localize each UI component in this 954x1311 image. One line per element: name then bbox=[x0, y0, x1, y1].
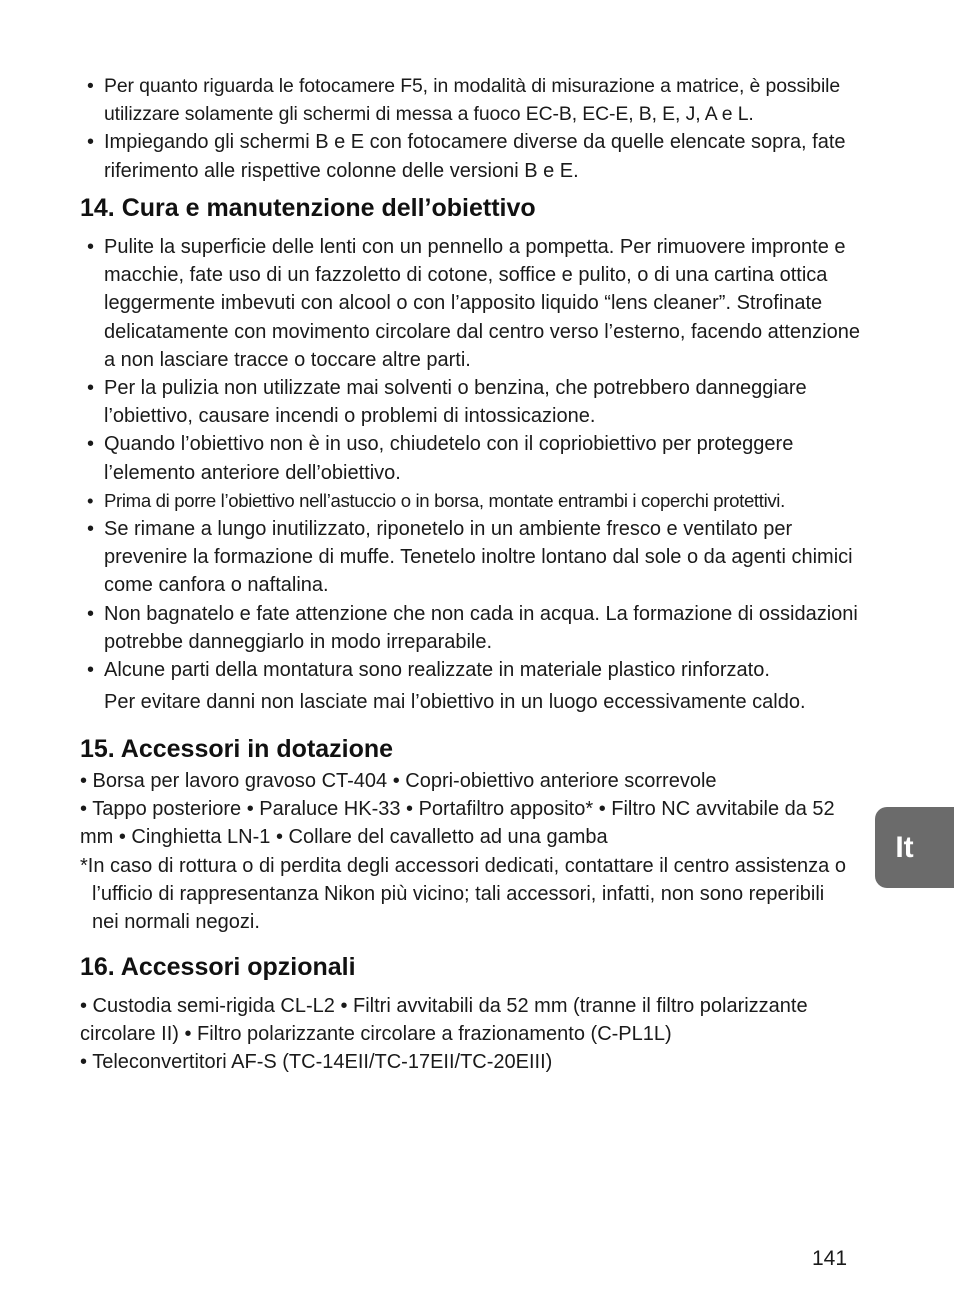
care-bullet: • Prima di porre l’obiettivo nell’astuccio o in borsa, montate entrambi i coperchi protettivi. bbox=[80, 487, 870, 515]
care-bullet: • Quando l’obiettivo non è in uso, chiudetelo con il copriobiettivo per proteggere l’elemento anteriore dell’obiettivo. bbox=[80, 430, 870, 486]
intro-bullet: • Impiegando gli schermi B e E con fotocamere diverse da quelle elencate sopra, fate riferimento alle rispettive colonne delle versioni B e E. bbox=[80, 128, 870, 184]
care-bullet bbox=[80, 656, 870, 716]
care-bullet: • Non bagnatelo e fate attenzione che non cada in acqua. La formazione di ossidazioni potrebbe danneggiarlo in modo irreparabile. bbox=[80, 600, 870, 656]
intro-bullet: • Per quanto riguarda le fotocamere F5, in modalità di misurazione a matrice, è possibile utilizzare solamente gli schermi di messa a fuoco EC-B, EC-E, B, E, J, A e L. bbox=[80, 72, 870, 128]
included-accessories-line: • Tappo posteriore • Paraluce HK-33 • Portafiltro apposito* • Filtro NC avvitabile da 52 mm • Cinghietta LN-1 • Collare del cavalletto ad una gamba bbox=[80, 798, 835, 849]
optional-accessories-line: • Teleconvertitori AF-S (TC-14EII/TC-17EII/TC-20EIII) bbox=[80, 1051, 553, 1074]
section-14-title: 14. Cura e manutenzione dell’obiettivo bbox=[80, 194, 536, 222]
care-bullet: • Pulite la superficie delle lenti con un pennello a pompetta. Per rimuovere impronte e macchie, fate uso di un fazzoletto di cotone, soffice e pulito, o di una cartina ottica leggermente imbevuti con alcool o con l’apposito liquido “lens cleaner”. Strofinate delicatamente con movimento circolare dal centro verso l’esterno, facendo attenzione a non lasciare tracce o toccare altre parti. bbox=[80, 233, 870, 374]
section-16-title: 16. Accessori opzionali bbox=[80, 953, 356, 981]
section-14-body bbox=[80, 233, 870, 716]
included-accessories-line: • Borsa per lavoro gravoso CT-404 • Copri-obiettivo anteriore scorrevole bbox=[80, 770, 717, 792]
accessories-footnote: *In caso di rottura o di perdita degli accessori dedicati, contattare il centro assistenza o l’ufficio di rappresentanza Nikon più vicino; tali accessori, infatti, non sono reperibili nei normali negozi. bbox=[80, 854, 846, 934]
optional-accessories-line: • Custodia semi-rigida CL-L2 • Filtri avvitabili da 52 mm (tranne il filtro polarizzante circolare II) • Filtro polarizzante circolare a frazionamento (C-PL1L) bbox=[80, 995, 808, 1046]
language-tab: It bbox=[875, 807, 954, 888]
section-15-body bbox=[80, 767, 850, 936]
page-number: 141 bbox=[812, 1247, 848, 1270]
care-bullet: • Se rimane a lungo inutilizzato, riponetelo in un ambiente fresco e ventilato per prevenire la formazione di muffe. Tenetelo inoltre lontano dal sole o da agenti chimici come canfora o naftalina. bbox=[80, 515, 870, 600]
section-15-title: 15. Accessori in dotazione bbox=[80, 735, 394, 763]
intro-notes bbox=[80, 72, 870, 185]
care-bullet-continuation: Per evitare danni non lasciate mai l’obiettivo in un luogo eccessivamente caldo. bbox=[104, 691, 806, 714]
care-bullet: • Per la pulizia non utilizzate mai solventi o benzina, che potrebbero danneggiare l’obiettivo, causare incendi o problemi di intossicazione. bbox=[80, 374, 870, 430]
section-16-body bbox=[80, 992, 860, 1077]
care-bullet-text: Alcune parti della montatura sono realizzate in materiale plastico rinforzato. bbox=[104, 659, 770, 682]
